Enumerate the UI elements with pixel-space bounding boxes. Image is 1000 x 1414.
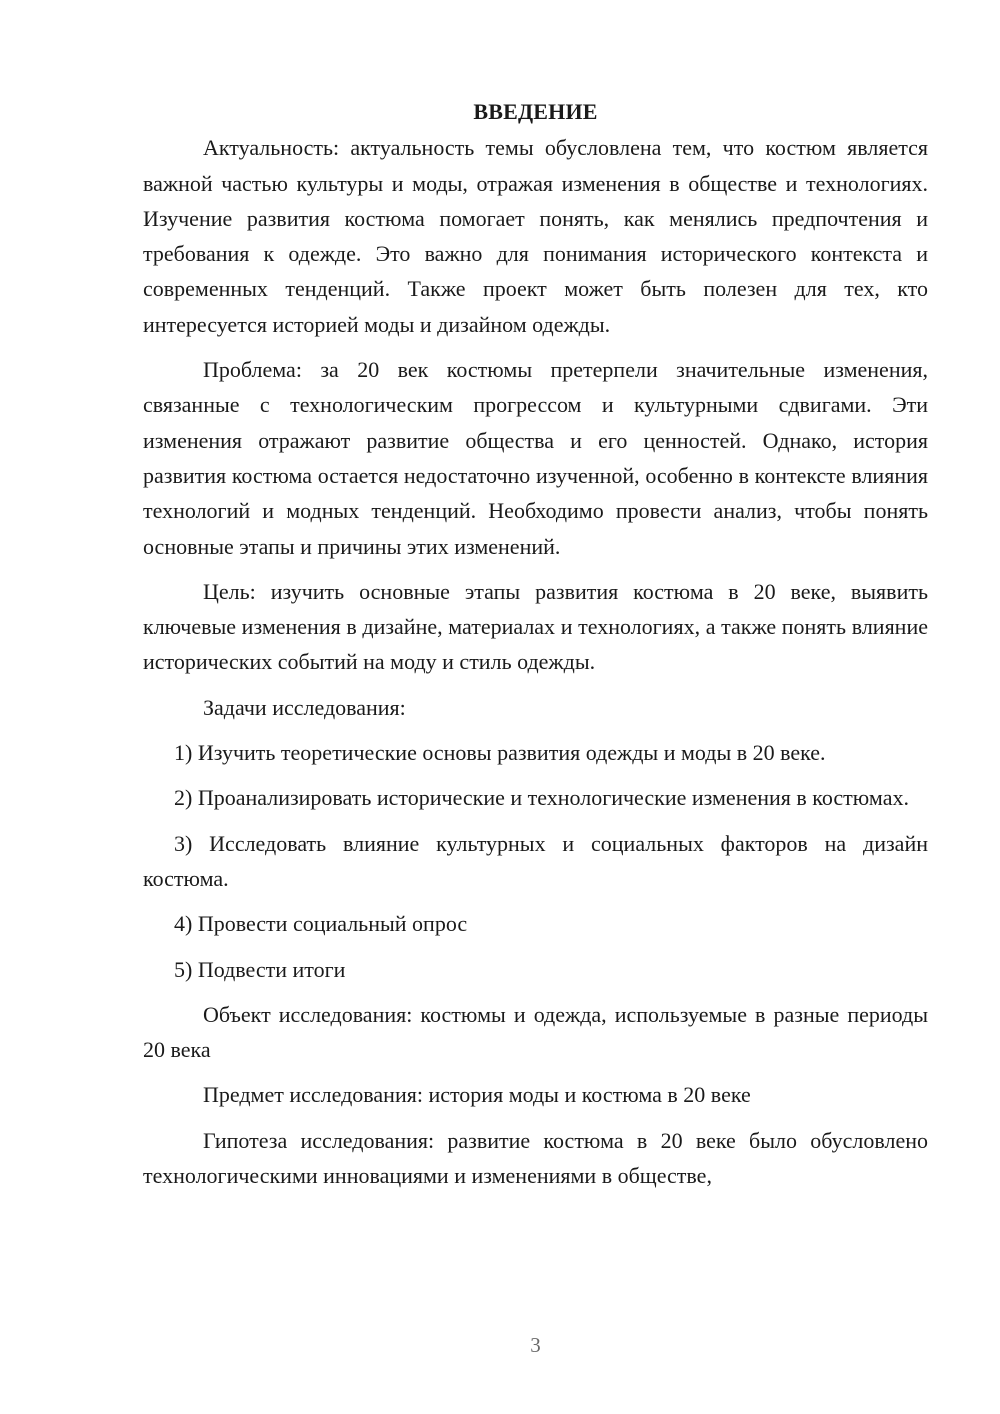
paragraph-problem: Проблема: за 20 век костюмы претерпели значительные изменения, связанные с технологическим прогрессом и культурными сдвигами. Эти изменения отражают развитие общества и его ценностей. Однако, история развития костюма остается недостаточно изученной, особенно в контексте влияния технологий и модных тенденций. Необходимо провести анализ, чтобы понять основные этапы и причины этих изменений. [143,357,928,559]
task-item-1: 1) Изучить теоретические основы развития одежды и моды в 20 веке. [174,740,826,766]
task-item-2: 2) Проанализировать исторические и технологические изменения в костюмах. [174,785,909,811]
task-item-3: 3) Исследовать влияние культурных и социальных факторов на дизайн костюма. [143,830,928,891]
section-heading: ВВЕДЕНИЕ [473,99,598,124]
task-item-5: 5) Подвести итоги [174,956,346,982]
paragraph-goal: Цель: изучить основные этапы развития костюма в 20 веке, выявить ключевые изменения в дизайне, материалах и технологиях, а также понять влияние исторических событий на моду и стиль одежды. [143,578,928,675]
page-number: 3 [530,1333,541,1357]
paragraph-relevance: Актуальность: актуальность темы обусловлена тем, что костюм является важной частью культуры и моды, отражая изменения в обществе и технологиях. Изучение развития костюма помогает понять, как менялись предпочтения и требования к одежде. Это важно для понимания исторического контекста и современных тенденций. Также проект может быть полезен для тех, кто интересуется историей моды и дизайном одежды. [143,135,928,337]
task-item-4: 4) Провести социальный опрос [174,911,468,937]
paragraph-object: Объект исследования: костюмы и одежда, используемые в разные периоды 20 века [143,1001,928,1063]
page-content [143,94,928,1203]
paragraph-hypothesis: Гипотеза исследования: развитие костюма в 20 веке было обусловлено технологическими инновациями и изменениями в обществе, [143,1127,928,1189]
paragraph-tasks-intro: Задачи исследования: [203,694,406,720]
paragraph-subject: Предмет исследования: история моды и костюма в 20 веке [203,1082,751,1108]
